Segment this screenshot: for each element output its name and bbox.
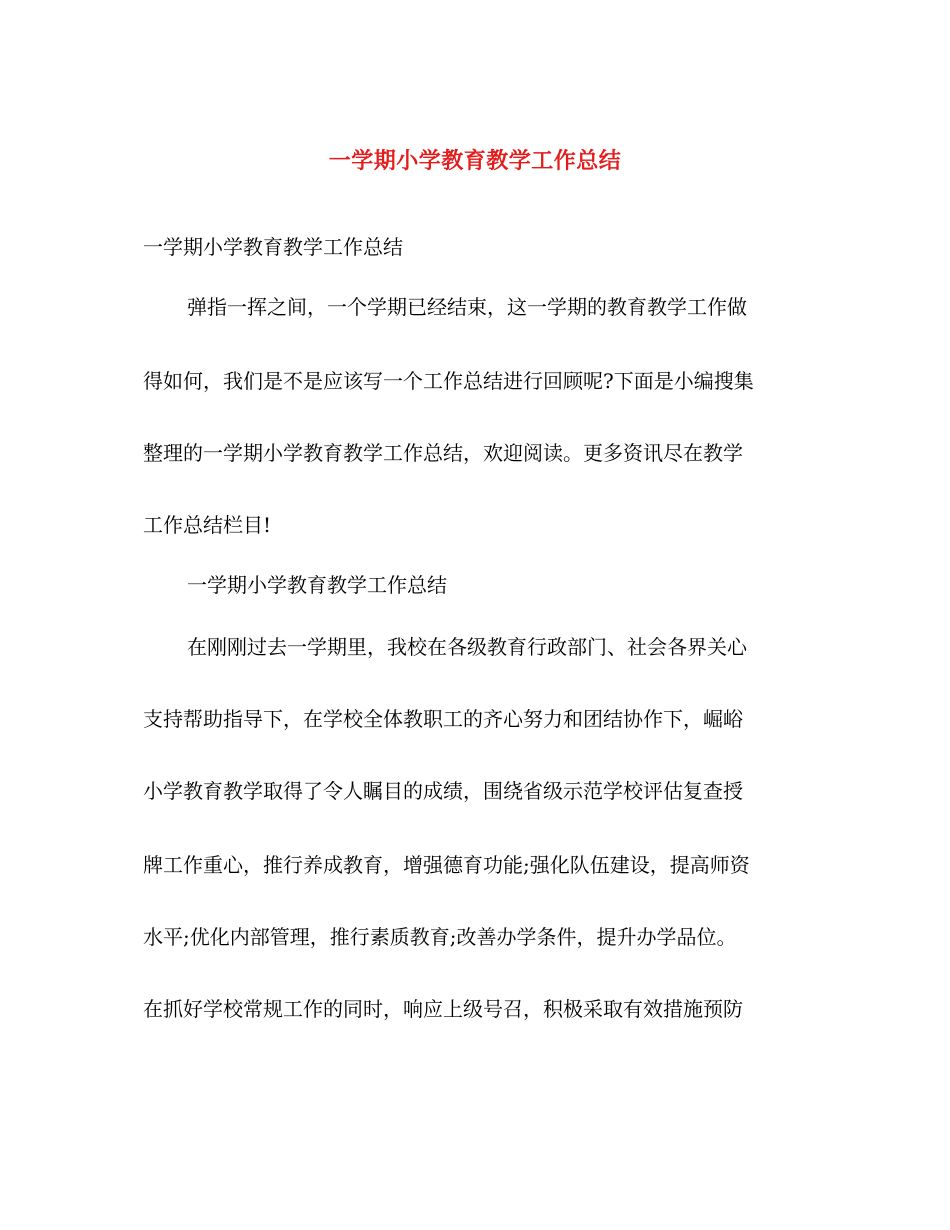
body-line: 整理的一学期小学教育教学工作总结，欢迎阅读。更多资讯尽在教学 (143, 441, 743, 465)
body-line: 在刚刚过去一学期里，我校在各级教育行政部门、社会各界关心 (187, 635, 747, 659)
body-line: 弹指一挥之间，一个学期已经结束，这一学期的教育教学工作做 (187, 295, 747, 319)
body-line: 在抓好学校常规工作的同时，响应上级号召，积极采取有效措施预防 (143, 997, 743, 1021)
body-line: 得如何，我们是不是应该写一个工作总结进行回顾呢?下面是小编搜集 (143, 369, 754, 393)
body-line: 支持帮助指导下，在学校全体教职工的齐心努力和团结协作下，崛峪 (143, 707, 743, 731)
body-line: 水平;优化内部管理，推行素质教育;改善办学条件，提升办学品位。 (143, 925, 737, 949)
subtitle-line: 一学期小学教育教学工作总结 (143, 235, 403, 259)
section-heading-line: 一学期小学教育教学工作总结 (187, 573, 447, 597)
body-line: 牌工作重心，推行养成教育，增强德育功能;强化队伍建设，提高师资 (143, 853, 750, 877)
body-line: 工作总结栏目! (143, 513, 272, 537)
document-title: 一学期小学教育教学工作总结 (328, 148, 622, 174)
body-line: 小学教育教学取得了令人瞩目的成绩，围绕省级示范学校评估复查授 (143, 779, 743, 803)
